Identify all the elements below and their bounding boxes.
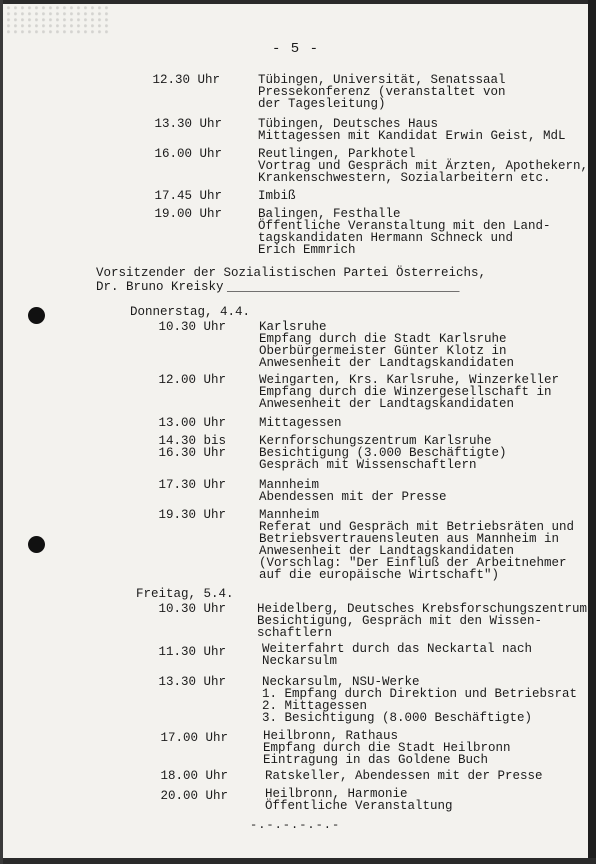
day-label: Freitag, 5.4. xyxy=(136,587,234,601)
entry-time: 12.30 Uhr xyxy=(152,73,220,87)
entry-time: 19.30 Uhr xyxy=(158,508,226,522)
entry-line: auf die europäische Wirtschaft") xyxy=(259,568,500,582)
scan-noise xyxy=(0,0,110,36)
entry-line: Besichtigung, Gespräch mit den Wissen- xyxy=(257,614,543,628)
entry-line: Krankenschwestern, Sozialarbeitern etc. xyxy=(258,171,551,185)
entry-line: Pressekonferenz (veranstaltet von xyxy=(258,85,506,99)
entry-line: 3. Besichtigung (8.000 Beschäftigte) xyxy=(262,711,533,725)
entry-line: Öffentliche Veranstaltung mit den Land- xyxy=(258,219,551,233)
entry-line: Weingarten, Krs. Karlsruhe, Winzerkeller xyxy=(259,373,560,387)
entry-time-end: 16.30 Uhr xyxy=(158,446,226,460)
entry-line: Neckarsulm, NSU-Werke xyxy=(262,675,420,689)
entry-line: schaftlern xyxy=(257,626,333,640)
entry-line: Mittagessen mit Kandidat Erwin Geist, MdL xyxy=(258,129,566,143)
entry-line: Oberbürgermeister Günter Klotz in xyxy=(259,344,507,358)
entry-line: Referat und Gespräch mit Betriebsräten und xyxy=(259,520,575,534)
entry-line: Eintragung in das Goldene Buch xyxy=(263,753,489,767)
entry-line: Mittagessen xyxy=(259,416,342,430)
section-heading: Vorsitzender der Sozialistischen Partei Österreichs, xyxy=(96,266,487,280)
entry-line: Empfang durch die Winzergesellschaft in xyxy=(259,385,552,399)
entry-line: Betriebsvertrauensleuten aus Mannheim in xyxy=(259,532,560,546)
entry-line: Reutlingen, Parkhotel xyxy=(258,147,416,161)
entry-line: Besichtigung (3.000 Beschäftigte) xyxy=(259,446,507,460)
entry-time: 13.30 Uhr xyxy=(158,675,226,689)
entry-time: 12.00 Uhr xyxy=(158,373,226,387)
punch-hole-upper xyxy=(28,307,45,324)
entry-line: Öffentliche Veranstaltung xyxy=(265,799,453,813)
entry-time: 17.30 Uhr xyxy=(158,478,226,492)
section-heading-rule: _______________________________ xyxy=(227,280,460,294)
entry-time: 18.00 Uhr xyxy=(160,769,228,783)
entry-line: Neckarsulm xyxy=(262,654,338,668)
entry-line: Balingen, Festhalle xyxy=(258,207,401,221)
entry-line: Vortrag und Gespräch mit Ärzten, Apothekern, xyxy=(258,159,589,173)
entry-line: Heilbronn, Rathaus xyxy=(263,729,399,743)
entry-line: Anwesenheit der Landtagskandidaten xyxy=(259,356,515,370)
entry-time: 19.00 Uhr xyxy=(154,207,222,221)
scan-border-top xyxy=(0,0,596,4)
scan-border-bottom xyxy=(0,858,596,864)
entry-line: Anwesenheit der Landtagskandidaten xyxy=(259,544,515,558)
page-number: - 5 - xyxy=(272,41,320,57)
entry-time: 13.00 Uhr xyxy=(158,416,226,430)
entry-line: tagskandidaten Hermann Schneck und xyxy=(258,231,514,245)
entry-line: Ratskeller, Abendessen mit der Presse xyxy=(265,769,543,783)
punch-hole-lower xyxy=(28,536,45,553)
entry-line: 2. Mittagessen xyxy=(262,699,368,713)
entry-line: Empfang durch die Stadt Heilbronn xyxy=(263,741,511,755)
entry-line: (Vorschlag: "Der Einfluß der Arbeitnehmer xyxy=(259,556,567,570)
entry-line: Mannheim xyxy=(259,478,320,492)
entry-line: Tübingen, Universität, Senatssaal xyxy=(258,73,506,87)
entry-line: Empfang durch die Stadt Karlsruhe xyxy=(259,332,507,346)
entry-line: Mannheim xyxy=(259,508,320,522)
entry-line: Weiterfahrt durch das Neckartal nach xyxy=(262,642,533,656)
entry-line: Heidelberg, Deutsches Krebsforschungszentrum xyxy=(257,602,588,616)
entry-time: 17.00 Uhr xyxy=(160,731,228,745)
entry-line: Erich Emmrich xyxy=(258,243,356,257)
entry-line: Gespräch mit Wissenschaftlern xyxy=(259,458,477,472)
entry-time: 17.45 Uhr xyxy=(154,189,222,203)
footer-separator: -.-.-.-.-.- xyxy=(250,818,341,832)
entry-line: Kernforschungszentrum Karlsruhe xyxy=(259,434,492,448)
section-heading-name: Dr. Bruno Kreisky xyxy=(96,280,224,294)
entry-line: Abendessen mit der Presse xyxy=(259,490,447,504)
scan-border-left xyxy=(0,0,3,864)
entry-time: 16.00 Uhr xyxy=(154,147,222,161)
entry-line: Karlsruhe xyxy=(259,320,327,334)
day-label: Donnerstag, 4.4. xyxy=(130,305,251,319)
entry-time: 10.30 Uhr xyxy=(158,602,226,616)
entry-line: 1. Empfang durch Direktion und Betriebsrat xyxy=(262,687,578,701)
entry-line: der Tagesleitung) xyxy=(258,97,386,111)
entry-line: Tübingen, Deutsches Haus xyxy=(258,117,439,131)
entry-time: 20.00 Uhr xyxy=(160,789,228,803)
scan-border-right xyxy=(588,0,596,864)
entry-time: 10.30 Uhr xyxy=(158,320,226,334)
entry-line: Imbiß xyxy=(258,189,296,203)
entry-time: 13.30 Uhr xyxy=(154,117,222,131)
entry-time: 14.30 bis xyxy=(158,434,226,448)
entry-line: Heilbronn, Harmonie xyxy=(265,787,408,801)
entry-line: Anwesenheit der Landtagskandidaten xyxy=(259,397,515,411)
entry-time: 11.30 Uhr xyxy=(158,645,226,659)
